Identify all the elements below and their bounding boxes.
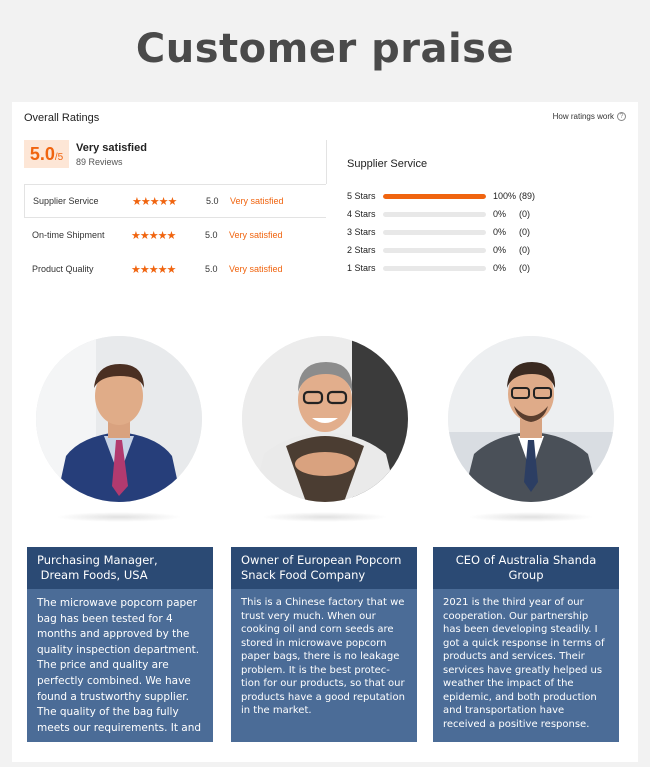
rating-row-label: On-time Shipment xyxy=(32,230,105,240)
customer-photo-2 xyxy=(242,336,408,502)
star-bar-row xyxy=(347,205,607,223)
customer-photo-3 xyxy=(448,336,614,502)
photo-shadow xyxy=(56,512,182,522)
star-distribution xyxy=(347,187,607,277)
person-illustration xyxy=(448,336,614,502)
star-bar-track xyxy=(383,230,486,235)
rating-row-product-quality[interactable] xyxy=(24,252,326,286)
rating-row-on-time-shipment[interactable] xyxy=(24,218,326,252)
star-bar-percent: 0% xyxy=(493,245,507,255)
star-bar-count: (0) xyxy=(519,263,530,273)
star-bar-label: 1 Stars xyxy=(347,263,376,273)
how-ratings-work-label[interactable]: How ratings work xyxy=(552,112,614,121)
star-bar-label: 2 Stars xyxy=(347,245,376,255)
star-bar-row xyxy=(347,259,607,277)
rating-row-status: Very satisfied xyxy=(229,230,283,240)
help-icon[interactable]: ? xyxy=(617,112,626,121)
star-bar-count: (0) xyxy=(519,227,530,237)
star-rating-icon: ★★★★★ xyxy=(131,229,176,242)
star-bar-count: (0) xyxy=(519,245,530,255)
rating-row-score: 5.0 xyxy=(205,264,218,274)
rating-row-label: Supplier Service xyxy=(33,196,99,206)
testimonial-title-2 xyxy=(231,547,417,589)
star-bar-count: (0) xyxy=(519,209,530,219)
person-illustration xyxy=(242,336,408,502)
star-bar-track xyxy=(383,212,486,217)
testimonial-title-line: Dream Foods, USA xyxy=(37,568,148,582)
supplier-service-heading: Supplier Service xyxy=(347,158,428,170)
star-bar-percent: 0% xyxy=(493,227,507,237)
testimonial-title-3 xyxy=(433,547,619,589)
rating-row-status: Very satisfied xyxy=(229,264,283,274)
star-bar-track xyxy=(383,266,486,271)
testimonial-title-line: CEO of Australia Shanda Group xyxy=(455,553,597,582)
testimonial-title-1 xyxy=(27,547,213,589)
review-count: 89 Reviews xyxy=(76,157,123,167)
star-bar-percent: 100% xyxy=(493,191,517,201)
page-title: Customer praise xyxy=(135,26,515,72)
star-rating-icon: ★★★★★ xyxy=(132,195,177,208)
testimonial-title-line: Snack Food Company xyxy=(241,568,366,582)
rating-category-table xyxy=(24,184,326,286)
star-rating-icon: ★★★★★ xyxy=(131,263,176,276)
overall-score xyxy=(24,140,69,168)
photo-shadow xyxy=(468,512,594,522)
photo-shadow xyxy=(262,512,388,522)
star-bar-row xyxy=(347,241,607,259)
testimonial-body-1: The microwave popcorn paper bag has been tested for 4 months and approved by the quality inspection department. The price and quality are perfectly combined. We have found a trustworthy supplier. The quality of the bag fully meets our requirements. It and xyxy=(27,589,213,742)
star-bar-label: 5 Stars xyxy=(347,191,376,201)
star-bar-percent: 0% xyxy=(493,263,507,273)
star-bar-label: 4 Stars xyxy=(347,209,376,219)
star-bar-count: (89) xyxy=(519,191,536,201)
star-bar-row xyxy=(347,187,607,205)
star-bar-row xyxy=(347,223,607,241)
overall-score-value: 5.0 xyxy=(29,144,55,164)
star-bar-percent: 0% xyxy=(493,209,507,219)
star-bar-track xyxy=(383,194,486,199)
how-ratings-work-link[interactable] xyxy=(553,112,626,121)
testimonial-title-line: Purchasing Manager, xyxy=(37,553,158,567)
rating-row-score: 5.0 xyxy=(206,196,219,206)
testimonial-body-3: 2021 is the third year of our cooperation. Our partnership has been developing steadily. I got a quick response in terms of products and services. Their services have greatly helped us weather the impact of the epidemic, and both production and transportation have received a positive response. xyxy=(433,589,619,742)
star-bar-label: 3 Stars xyxy=(347,227,376,237)
overall-verdict: Very satisfied xyxy=(76,142,147,154)
rating-row-score: 5.0 xyxy=(205,230,218,240)
rating-row-supplier-service[interactable] xyxy=(24,184,326,218)
divider xyxy=(326,140,327,184)
overall-score-suffix: /5 xyxy=(54,152,64,163)
rating-row-label: Product Quality xyxy=(32,264,94,274)
star-bar-fill xyxy=(383,194,486,199)
testimonial-title-line: Owner of European Popcorn xyxy=(241,553,402,567)
rating-row-status: Very satisfied xyxy=(230,196,284,206)
testimonial-body-2: This is a Chinese factory that we trust very much. When our cooking oil and corn seeds are stored in microwave popcorn paper bags, there is no leakage problem. It is the best protec-tion for our products, so that our products have a good reputation in the market. xyxy=(231,589,417,742)
customer-photo-1 xyxy=(36,336,202,502)
overall-ratings-heading: Overall Ratings xyxy=(24,112,100,124)
star-bar-track xyxy=(383,248,486,253)
person-illustration xyxy=(36,336,202,502)
